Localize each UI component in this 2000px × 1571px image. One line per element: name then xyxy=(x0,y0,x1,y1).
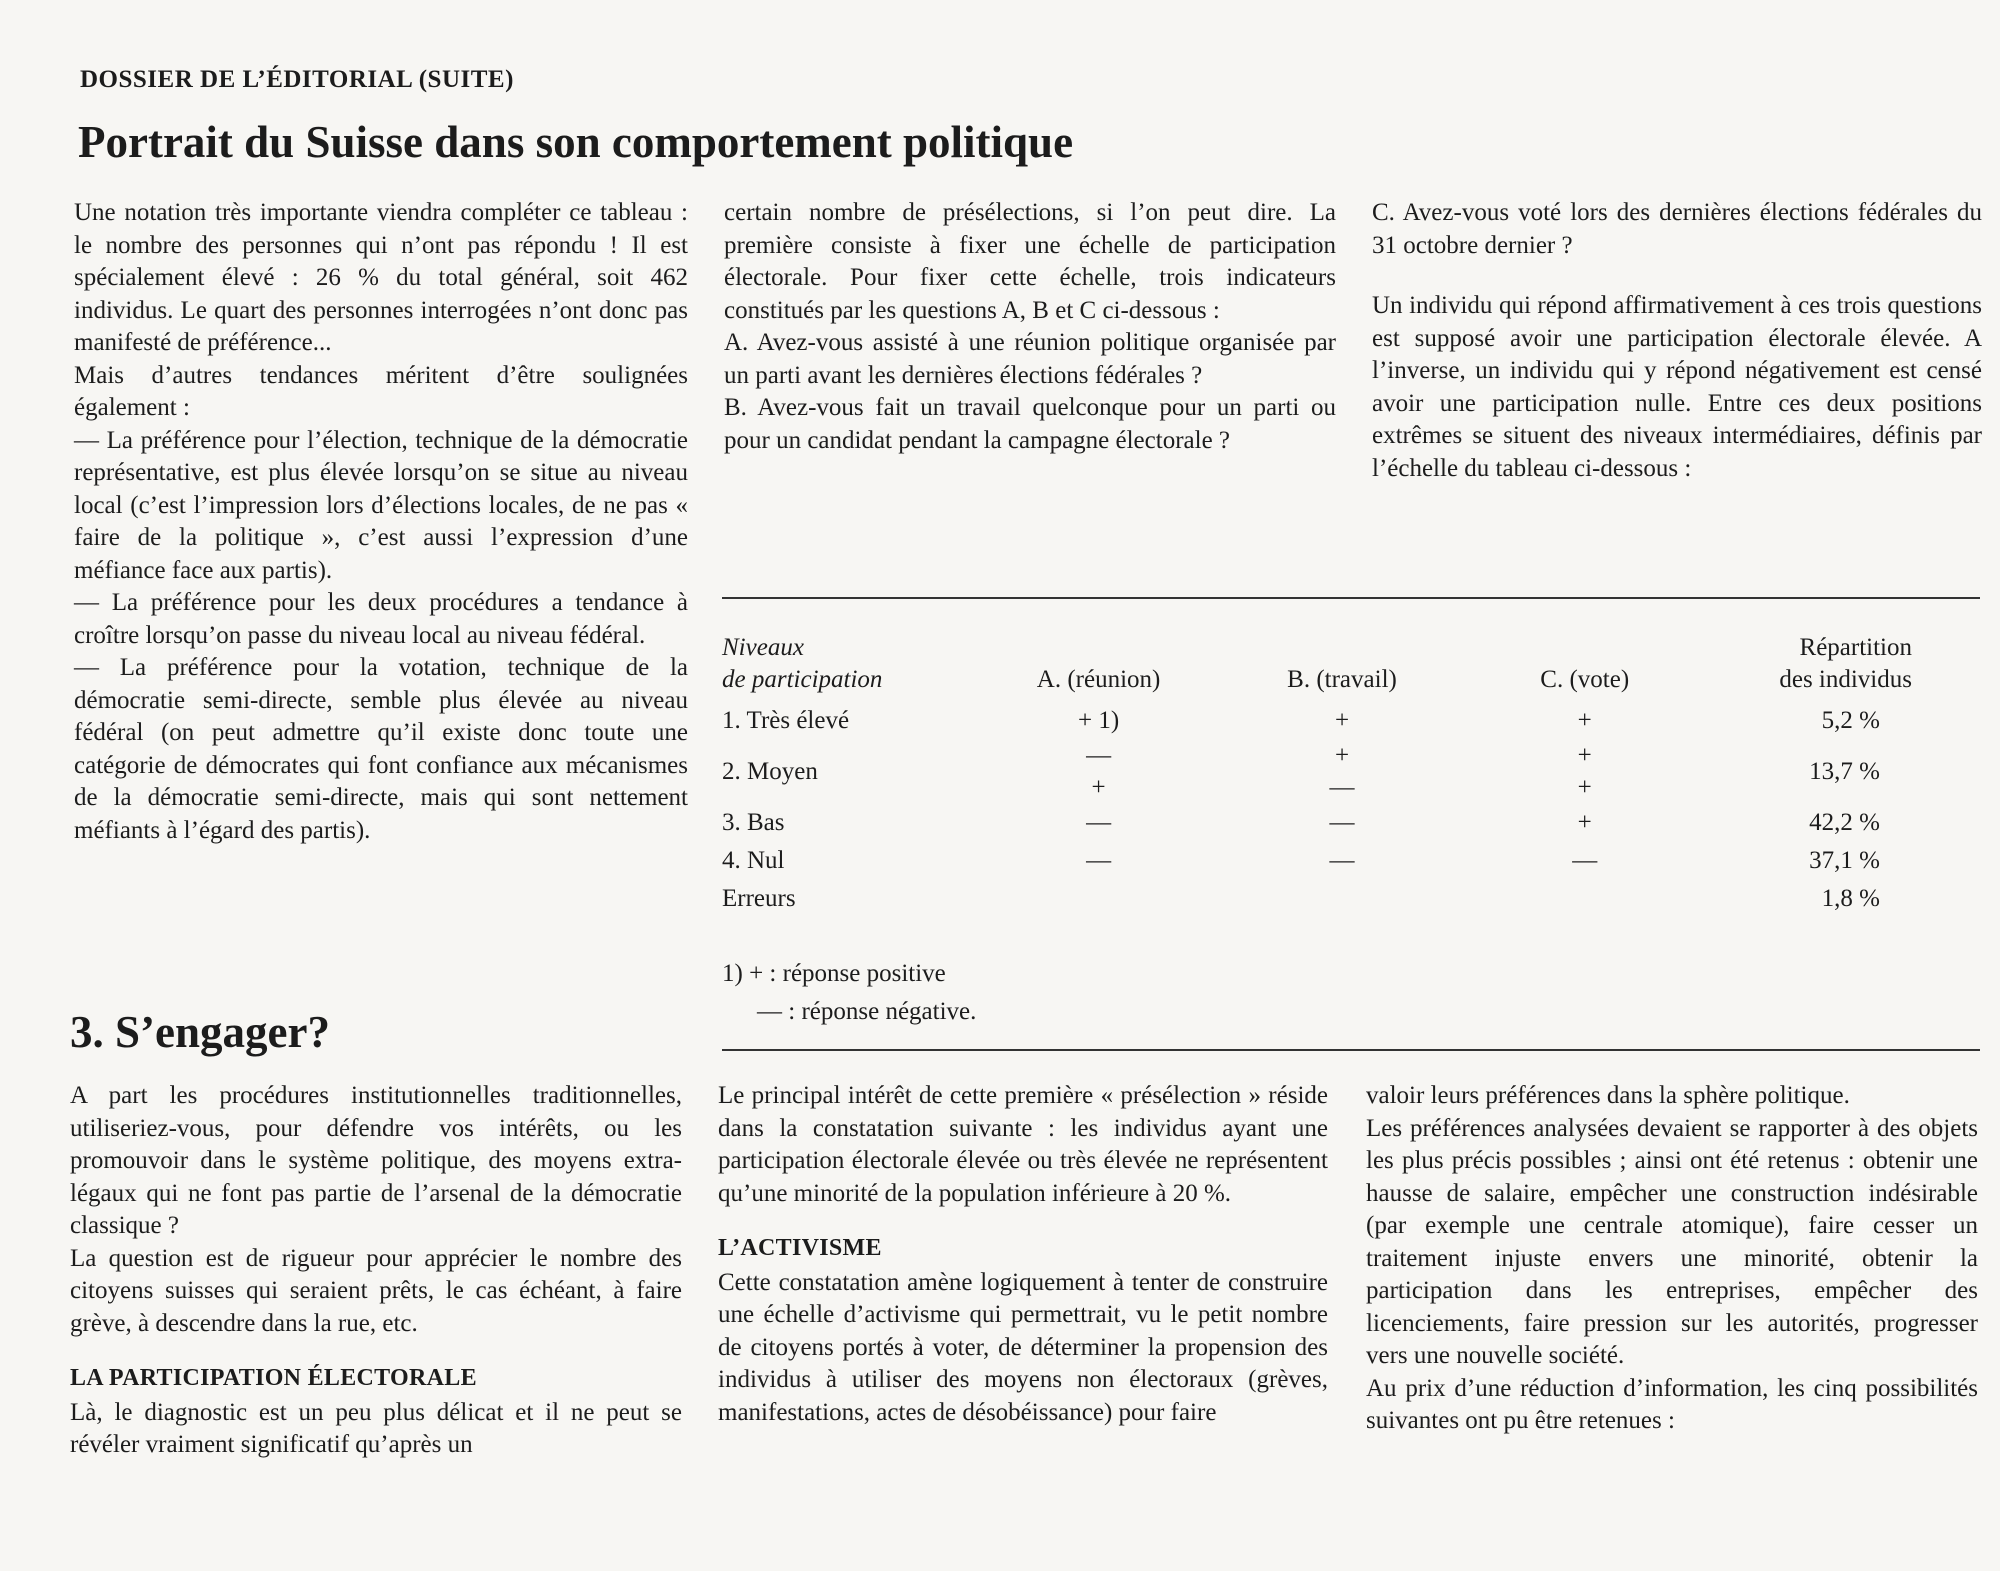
paragraph: Une notation très importante viendra compléter ce tableau : le nombre des personnes qui n’ont pas répondu ! Il est spécialement élevé : 26 % du total général, soit 462 individus. Le quart des personnes interrogées n’ont donc pas manifesté de préférence... xyxy=(74,199,688,356)
repartition-cell: 13,7 % xyxy=(1809,758,1880,785)
column-1-top xyxy=(74,197,688,847)
article-title: Portrait du Suisse dans son comportement politique xyxy=(78,117,1074,167)
section-kicker: DOSSIER DE L’ÉDITORIAL (SUITE) xyxy=(80,66,514,93)
level-cell: 4. Nul xyxy=(722,847,785,874)
answer-c: — xyxy=(1572,847,1598,874)
section-heading: 3. S’engager? xyxy=(70,1007,330,1057)
question-a: A. Avez-vous assisté à une réunion politique organisée par un parti avant les dernières élections fédérales ? xyxy=(724,329,1336,389)
column-2-top xyxy=(724,197,1336,457)
table-row xyxy=(722,880,1942,918)
paragraph: A part les procédures institutionnelles traditionnelles, utiliseriez-vous, pour défendre vos intérêts, ou les promouvoir dans le système politique, des moyens extra-légaux qui ne font pas partie de l’arsenal de la démocratie classique ? xyxy=(70,1082,682,1239)
paragraph: Un individu qui répond affirmativement à ces trois questions est supposé avoir une participation électorale élevée. A l’inverse, un individu qui y répond négativement est censé avoir une participation nulle. Entre ces deux positions extrêmes se situent des niveaux intermédiaires, définis par l’échelle du tableau ci-dessous : xyxy=(1372,292,1982,482)
repartition-cell: 1,8 % xyxy=(1821,885,1880,912)
repartition-cell: 37,1 % xyxy=(1809,847,1880,874)
repartition-cell: 5,2 % xyxy=(1821,707,1880,734)
table-footnote xyxy=(722,955,976,1031)
answer-b: + xyxy=(1334,707,1350,734)
paragraph: certain nombre de présélections, si l’on peut dire. La première consiste à fixer une échelle de participation électorale. Pour fixer cette échelle, trois indicateurs constitués par les questions A, B et C ci-dessous : xyxy=(724,199,1336,324)
answer-a: — xyxy=(1086,847,1112,874)
paragraph: Le principal intérêt de cette première « présélection » réside dans la constatation suivante : les individus ayant une participation électorale élevée ou très élevée ne représentent qu’une minorité de la population inférieure à 20 %. xyxy=(718,1082,1328,1207)
paragraph: La question est de rigueur pour apprécier le nombre des citoyens suisses qui seraient prêts, le cas échéant, à faire grève, à descendre dans la rue, etc. xyxy=(70,1244,682,1337)
answer-b: — xyxy=(1329,809,1355,836)
participation-table xyxy=(722,632,1942,918)
answer-b: + — xyxy=(1329,742,1355,801)
level-cell: 2. Moyen xyxy=(722,758,818,785)
column-2-bottom xyxy=(718,1080,1328,1429)
footnote-line: — : réponse négative. xyxy=(757,998,977,1025)
column-header-repartition: Répartition des individus xyxy=(1779,634,1912,693)
paragraph: Au prix d’une réduction d’information, les cinq possibilités suivantes ont pu être retenues : xyxy=(1366,1374,1978,1434)
paragraph: Les préférences analysées devaient se rapporter à des objets les plus précis possibles ; ainsi ont été retenus : obtenir une hausse de salaire, empêcher une construction indésirable (par exemple une centrale atomique), faire cesser un traitement injuste envers une minorité, obtenir la participation dans les entreprises, empêcher des licenciements, faire pression sur les autorités, progresser vers une nouvelle société. xyxy=(1366,1114,1978,1369)
paragraph: Là, le diagnostic est un peu plus délicat et il ne peut se révéler vraiment significatif qu’après un xyxy=(70,1398,682,1458)
answer-a xyxy=(977,880,1221,918)
column-1-bottom xyxy=(70,1080,682,1462)
footnote-line: 1) + : réponse positive xyxy=(722,960,946,987)
divider xyxy=(722,1049,1980,1051)
paragraph: — La préférence pour les deux procédures a tendance à croître lorsqu’on passe du niveau local au niveau fédéral. xyxy=(74,589,688,649)
level-cell: Erreurs xyxy=(722,885,796,912)
subheading: LA PARTICIPATION ÉLECTORALE xyxy=(70,1365,477,1391)
answer-a: — xyxy=(1086,809,1112,836)
column-header-c: C. (vote) xyxy=(1540,666,1630,693)
answer-b xyxy=(1220,880,1463,918)
question-b: B. Avez-vous fait un travail quelconque pour un parti ou pour un candidat pendant la campagne électorale ? xyxy=(724,394,1336,454)
answer-c: + + xyxy=(1577,742,1592,801)
paragraph: valoir leurs préférences dans la sphère politique. xyxy=(1366,1082,1850,1109)
answer-c: + xyxy=(1577,707,1592,734)
column-3-bottom xyxy=(1366,1080,1978,1438)
answer-c xyxy=(1464,880,1706,918)
answer-a: + 1) xyxy=(1078,707,1120,734)
repartition-cell: 42,2 % xyxy=(1809,809,1880,836)
answer-a: — + xyxy=(1086,742,1112,801)
subheading: L’ACTIVISME xyxy=(718,1235,882,1261)
divider xyxy=(722,597,1980,599)
paragraph: — La préférence pour la votation, technique de la démocratie semi-directe, semble plus élevée au niveau fédéral (on peut admettre qu’il existe donc toute une catégorie de démocrates qui font confiance aux mécanismes de la démocratie semi-directe, mais qui sont nettement méfiants à l’égard des partis). xyxy=(74,654,688,844)
table-row xyxy=(722,842,1942,880)
column-header-b: B. (travail) xyxy=(1287,666,1397,693)
table-row xyxy=(722,804,1942,842)
level-cell: 1. Très élevé xyxy=(722,707,850,734)
paragraph: — La préférence pour l’élection, technique de la démocratie représentative, est plus élevée lorsqu’on se situe au niveau local (c’est l’impression lors d’élections locales, de ne pas « faire de la politique », c’est aussi l’expression d’une méfiance face aux partis). xyxy=(74,426,688,584)
answer-b: — xyxy=(1329,847,1355,874)
level-cell: 3. Bas xyxy=(722,809,785,836)
question-c: C. Avez-vous voté lors des dernières élections fédérales du 31 octobre dernier ? xyxy=(1372,199,1982,259)
answer-c: + xyxy=(1577,809,1592,836)
column-header-a: A. (réunion) xyxy=(1036,666,1161,693)
column-header-level: Niveaux de participation xyxy=(722,634,883,693)
paragraph: Cette constatation amène logiquement à tenter de construire une échelle d’activisme qui permettrait, vu le petit nombre de citoyens portés à voter, de déterminer la propension des individus à utiliser des moyens non électoraux (grèves, manifestations, actes de désobéissance) pour faire xyxy=(718,1268,1328,1426)
table-row xyxy=(722,702,1942,740)
paragraph: Mais d’autres tendances méritent d’être soulignées également : xyxy=(74,361,688,421)
table-row xyxy=(722,740,1942,804)
column-3-top xyxy=(1372,197,1982,485)
table-header-row xyxy=(722,632,1942,702)
